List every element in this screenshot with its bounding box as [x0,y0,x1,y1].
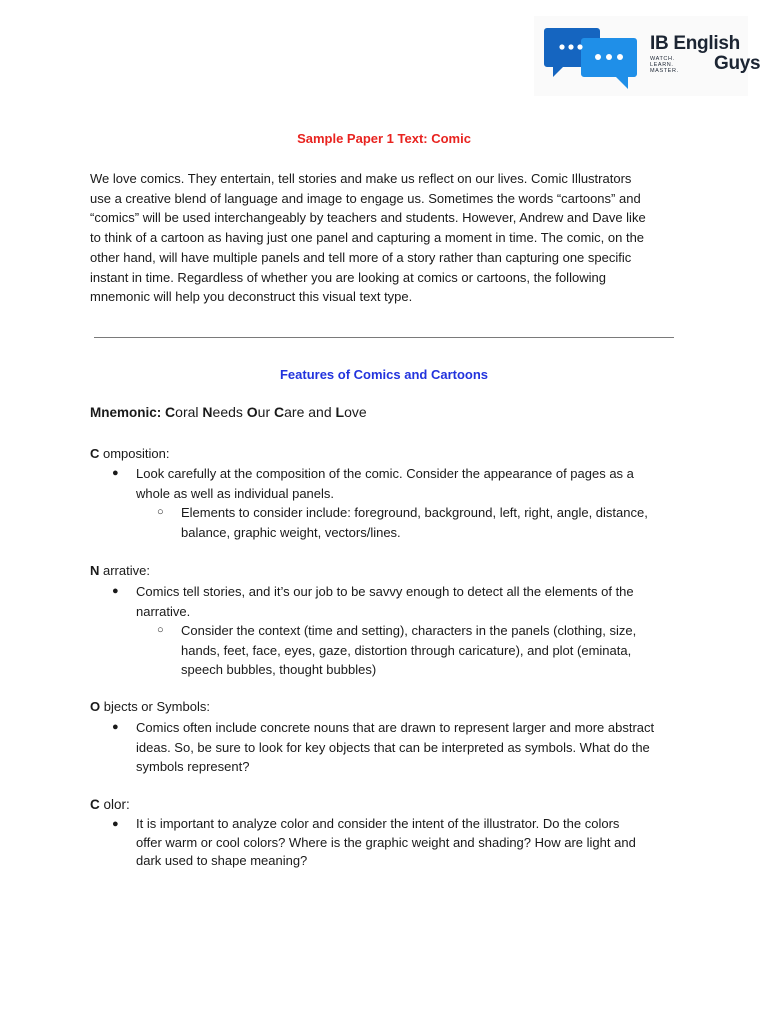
logo-brand-line1: IB English [650,33,740,54]
mnemonic-label: Mnemonic: [90,405,162,420]
logo-tagline: WATCH. LEARN. MASTER. [650,56,679,74]
section-heading-narrative: N arrative: [90,563,150,578]
mnemonic-line [90,404,367,420]
ib-english-guys-logo [534,16,761,96]
document-page: IB English WATCH. LEARN. MASTER. Guys Sample Paper 1 Text: Comic We love comics. They entertain, tell stories and make us reflect on our lives. Comic Illustrators use a creative blend of language and image to engage us. Sometimes the words “cartoons” and “comics” will be used interchangeably by teachers and students. However, Andrew and Dave like to think of a cartoon as having just one panel and capturing a moment in time. The comic, on the other hand, will have multiple panels and tell more of a story rather than capturing one specific instant in time. Regardless of whether you are looking at comics or cartoons, the following mnemonic will help you deconstruct this visual text type. Features of Comics and Cartoons Mnemonic: Coral Needs Our Care and Love C omposition: ● Look carefully at the composition of the comic. Consider the appearance of pages as a whole as well as individual panels. ○ Elements to consider include: foreground, background, left, right, angle, distance, balance, graphic weight, vectors/lines. N arrative: ● Comics tell stories, and it’s our job to be savvy enough to detect all the elements of the narrative. ○ Consider the context (time and setting), characters in the panels (clothing, size, hands, feet, face, eyes, gaze, distortion through caricature), and plot (eminata, speech bubbles, thought bubbles) O bjects or Symbols: ● Comics often include concrete nouns that are drawn to represent larger and more abstract ideas. So, be sure to look for key objects that can be interpreted as symbols. What do the symbols represent? C olor: ● It is important to analyze color and consider the intent of the illustrator. Do the colors offer warm or cool colors? Where is the graphic weight and shading? How are light and dark used to shape meaning? [0,0,768,1024]
mnemonic-phrase: Coral Needs Our Care and Love [165,404,367,420]
section-subtitle: Features of Comics and Cartoons [279,367,489,382]
chat-bubbles-icon [544,24,640,92]
section-heading-objects: O bjects or Symbols: [90,699,210,714]
logo-brand-line2: Guys [714,53,761,74]
page-title: Sample Paper 1 Text: Comic [297,131,471,146]
section-heading-color: C olor: [90,797,130,812]
horizontal-divider [94,337,674,338]
intro-paragraph: We love comics. They entertain, tell stories and make us reflect on our lives. Comic Illustrators use a creative blend of language and image to engage us. Sometimes the words “cartoons” and “comics” will be used interchangeably by teachers and students. However, Andrew and Dave like to think of a cartoon as having just one panel and capturing a moment in time. The comic, on the other hand, will have multiple panels and tell more of a story rather than capturing one specific instant in time. Regardless of whether you are looking at comics or cartoons, the following mnemonic will help you deconstruct this visual text type. [90,171,646,305]
section-heading-composition: C omposition: [90,446,170,461]
